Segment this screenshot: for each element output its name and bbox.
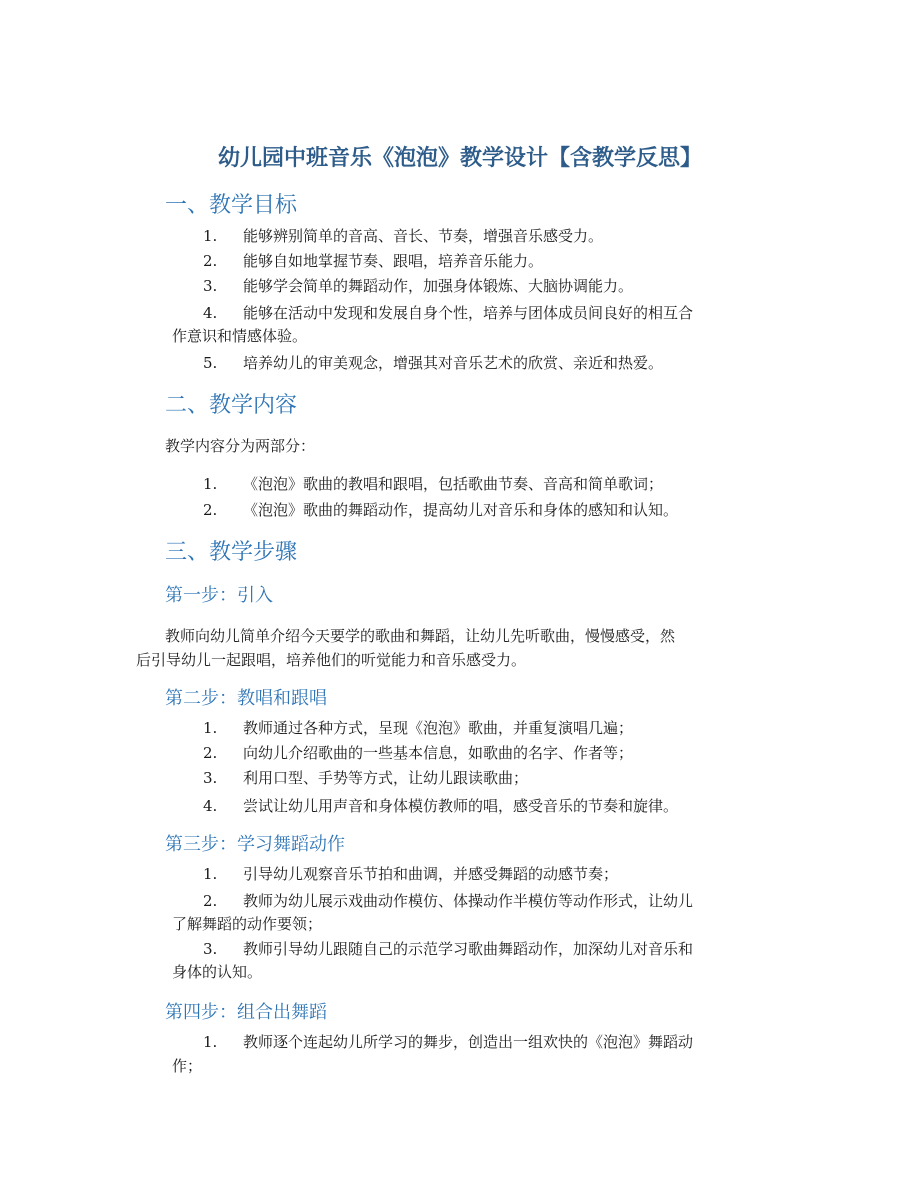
list-number: 2.: [203, 501, 218, 519]
step-heading-1: 第一步：引入: [165, 585, 273, 606]
list-item-continuation: 了解舞蹈的动作要领；: [172, 915, 323, 933]
list-item: 教师通过各种方式，呈现《泡泡》歌曲，并重复演唱几遍；: [243, 719, 634, 737]
list-item: 向幼儿介绍歌曲的一些基本信息，如歌曲的名字、作者等；: [243, 744, 634, 762]
list-number: 5.: [203, 354, 218, 372]
paragraph: 教学内容分为两部分：: [165, 437, 316, 455]
list-number: 1.: [203, 227, 218, 245]
section-heading-steps: 三、教学步骤: [165, 540, 298, 565]
list-item: 教师引导幼儿跟随自己的示范学习歌曲舞蹈动作，加深幼儿对音乐和: [243, 940, 694, 958]
document-title: 幼儿园中班音乐《泡泡》教学设计【含教学反思】: [217, 146, 702, 171]
list-number: 3.: [203, 277, 218, 295]
section-heading-content: 二、教学内容: [165, 393, 298, 418]
step-heading-3: 第三步：学习舞蹈动作: [165, 834, 345, 855]
list-item: 能够辨别简单的音高、音长、节奏，增强音乐感受力。: [243, 227, 604, 245]
list-item: 引导幼儿观察音乐节拍和曲调，并感受舞蹈的动感节奏；: [243, 865, 619, 883]
list-item-continuation: 作意识和情感体验。: [172, 327, 308, 345]
list-number: 1.: [203, 719, 218, 737]
list-item-continuation: 作；: [172, 1057, 203, 1075]
list-number: 3.: [203, 769, 218, 787]
list-number: 2.: [203, 744, 218, 762]
paragraph-continuation: 后引导幼儿一起跟唱，培养他们的听觉能力和音乐感受力。: [136, 651, 527, 669]
list-item-continuation: 身体的认知。: [172, 963, 263, 981]
list-item: 能够在活动中发现和发展自身个性，培养与团体成员间良好的相互合: [243, 304, 694, 322]
list-item: 利用口型、手势等方式，让幼儿跟读歌曲；: [243, 769, 529, 787]
list-item: 培养幼儿的审美观念，增强其对音乐艺术的欣赏、亲近和热爱。: [243, 354, 664, 372]
list-item: 能够自如地掌握节奏、跟唱，培养音乐能力。: [243, 252, 544, 270]
list-number: 1.: [203, 865, 218, 883]
paragraph: 教师向幼儿简单介绍今天要学的歌曲和舞蹈，让幼儿先听歌曲，慢慢感受，然: [165, 627, 676, 645]
list-item: 教师逐个连起幼儿所学习的舞步，创造出一组欢快的《泡泡》舞蹈动: [243, 1033, 694, 1051]
list-number: 3.: [203, 940, 218, 958]
list-number: 4.: [203, 304, 218, 322]
list-item: 能够学会简单的舞蹈动作，加强身体锻炼、大脑协调能力。: [243, 277, 634, 295]
list-number: 1.: [203, 475, 218, 493]
list-item: 尝试让幼儿用声音和身体模仿教师的唱，感受音乐的节奏和旋律。: [243, 797, 679, 815]
step-heading-4: 第四步：组合出舞蹈: [165, 1002, 327, 1023]
list-number: 2.: [203, 252, 218, 270]
list-item: 《泡泡》歌曲的教唱和跟唱，包括歌曲节奏、音高和简单歌词；: [243, 475, 664, 493]
list-item: 教师为幼儿展示戏曲动作模仿、体操动作半模仿等动作形式，让幼儿: [243, 892, 694, 910]
list-number: 2.: [203, 892, 218, 910]
list-number: 4.: [203, 797, 218, 815]
list-number: 1.: [203, 1033, 218, 1051]
section-heading-objectives: 一、教学目标: [165, 193, 298, 218]
list-item: 《泡泡》歌曲的舞蹈动作，提高幼儿对音乐和身体的感知和认知。: [243, 501, 679, 519]
step-heading-2: 第二步：教唱和跟唱: [165, 688, 327, 709]
